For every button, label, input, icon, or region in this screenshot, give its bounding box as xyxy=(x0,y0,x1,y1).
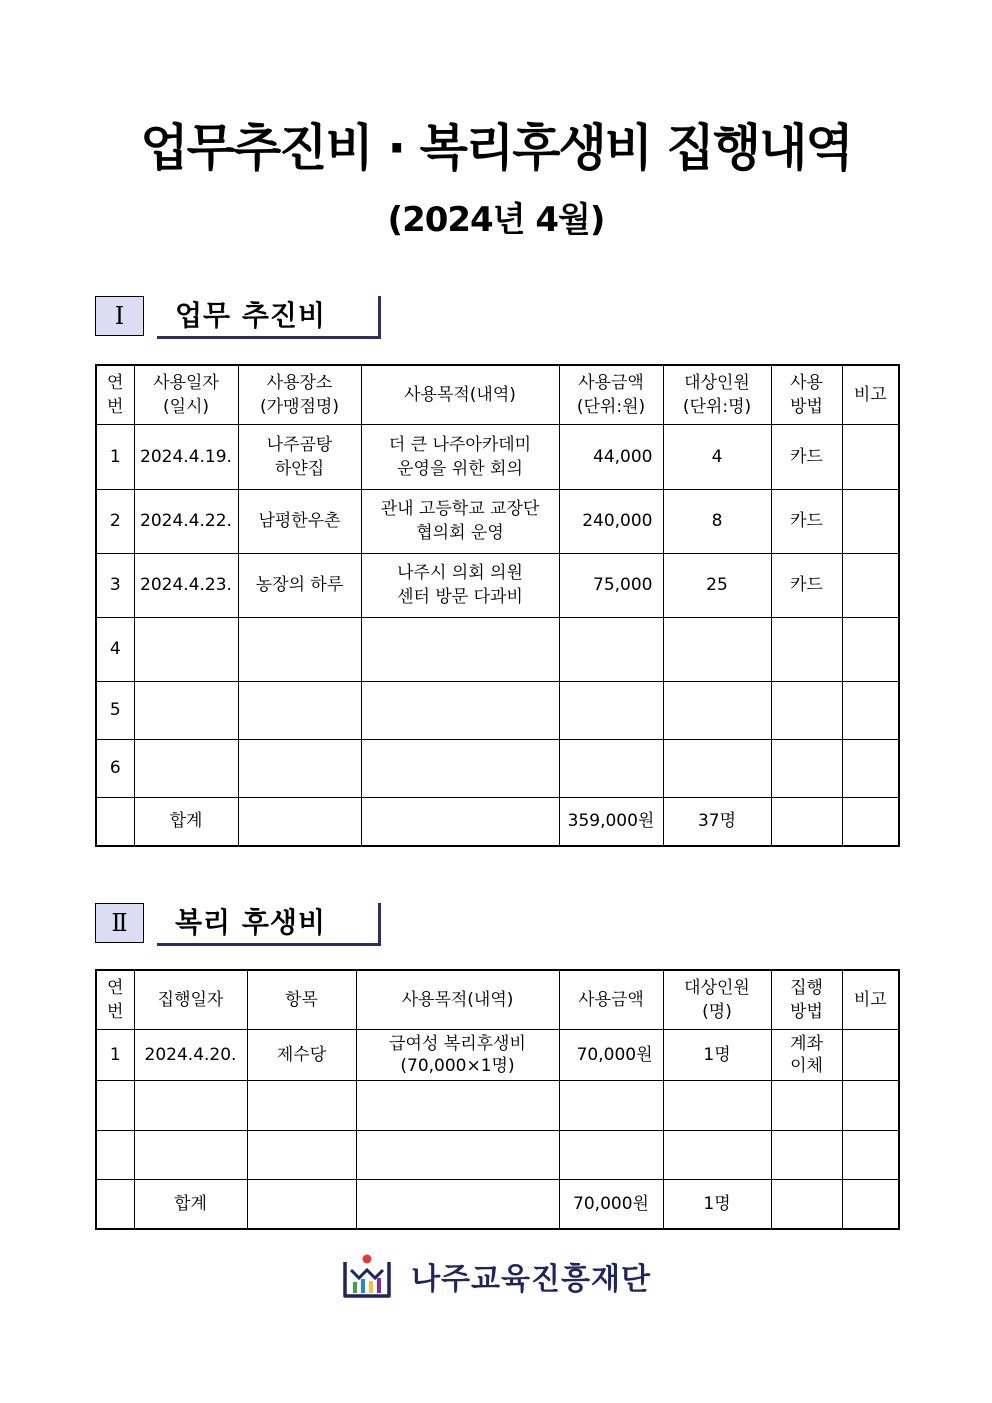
cell-method: 카드 xyxy=(771,489,842,553)
header-cell: 대상인원 (명) xyxy=(663,970,771,1029)
cell-people xyxy=(663,681,771,739)
cell-method: 카드 xyxy=(771,424,842,489)
total-amount: 359,000원 xyxy=(559,797,663,846)
cell-no: 3 xyxy=(96,553,134,617)
cell-amount xyxy=(559,1130,663,1179)
total-people: 37명 xyxy=(663,797,771,846)
organization-name: 나주교육진흥재단 xyxy=(411,1262,651,1297)
total-people: 1명 xyxy=(663,1179,771,1229)
table-header-row xyxy=(96,365,899,424)
cell-no: 5 xyxy=(96,681,134,739)
header-cell: 사용금액 (단위:원) xyxy=(559,365,663,424)
table-row xyxy=(96,739,899,797)
cell-note xyxy=(842,617,899,681)
header-cell: 집행 방법 xyxy=(771,970,842,1029)
cell-note xyxy=(842,489,899,553)
cell-people: 8 xyxy=(663,489,771,553)
cell-amount xyxy=(559,617,663,681)
section-title: 복리 후생비 xyxy=(157,903,381,946)
cell-amount: 75,000 xyxy=(559,553,663,617)
cell-amount xyxy=(559,681,663,739)
welfare-expense-table xyxy=(95,969,900,1230)
cell-no xyxy=(96,1080,134,1130)
total-row xyxy=(96,797,899,846)
table-row xyxy=(96,424,899,489)
table-row xyxy=(96,617,899,681)
cell-note xyxy=(842,739,899,797)
cell-date: 2024.4.23. xyxy=(134,553,238,617)
cell-purpose xyxy=(361,739,559,797)
header-cell: 사용금액 xyxy=(559,970,663,1029)
cell-people: 4 xyxy=(663,424,771,489)
cell-method: 계좌 이체 xyxy=(771,1029,842,1080)
cell-no xyxy=(96,1130,134,1179)
table-row xyxy=(96,1130,899,1179)
cell-date: 2024.4.22. xyxy=(134,489,238,553)
cell-people: 1명 xyxy=(663,1029,771,1080)
header-cell: 비고 xyxy=(842,365,899,424)
cell-place: 남평한우촌 xyxy=(238,489,361,553)
cell-amount: 240,000 xyxy=(559,489,663,553)
header-cell: 연 번 xyxy=(96,970,134,1029)
cell-people xyxy=(663,1080,771,1130)
cell-purpose: 급여성 복리후생비 (70,000×1명) xyxy=(356,1029,559,1080)
cell-note xyxy=(842,1130,899,1179)
cell-method xyxy=(771,617,842,681)
cell-date xyxy=(134,617,238,681)
cell-amount: 70,000원 xyxy=(559,1029,663,1080)
header-cell: 사용목적(내역) xyxy=(361,365,559,424)
header-cell: 비고 xyxy=(842,970,899,1029)
header-cell: 항목 xyxy=(247,970,356,1029)
section-number: Ⅱ xyxy=(95,903,144,943)
cell-method xyxy=(771,1130,842,1179)
business-expense-table xyxy=(95,364,900,847)
table-row xyxy=(96,681,899,739)
cell-amount xyxy=(559,1080,663,1130)
cell-people xyxy=(663,739,771,797)
table-row xyxy=(96,553,899,617)
cell-purpose xyxy=(356,1080,559,1130)
cell-note xyxy=(842,1080,899,1130)
cell-purpose xyxy=(361,681,559,739)
header-cell: 집행일자 xyxy=(134,970,247,1029)
cell-no: 1 xyxy=(96,424,134,489)
cell-method xyxy=(771,1080,842,1130)
cell-no: 2 xyxy=(96,489,134,553)
header-cell: 사용장소 (가맹점명) xyxy=(238,365,361,424)
cell-method xyxy=(771,681,842,739)
header-cell: 사용일자 (일시) xyxy=(134,365,238,424)
cell-note xyxy=(842,1029,899,1080)
total-label: 합계 xyxy=(134,1179,247,1229)
table-row xyxy=(96,489,899,553)
header-cell: 사용 방법 xyxy=(771,365,842,424)
header-cell: 대상인원 (단위:명) xyxy=(663,365,771,424)
cell-date xyxy=(134,739,238,797)
total-amount: 70,000원 xyxy=(559,1179,663,1229)
cell-date xyxy=(134,1130,247,1179)
cell-place: 농장의 하루 xyxy=(238,553,361,617)
header-cell: 사용목적(내역) xyxy=(356,970,559,1029)
cell-method: 카드 xyxy=(771,553,842,617)
cell-date: 2024.4.19. xyxy=(134,424,238,489)
cell-place xyxy=(238,681,361,739)
cell-note xyxy=(842,424,899,489)
footer xyxy=(0,1252,992,1306)
cell-amount: 44,000 xyxy=(559,424,663,489)
cell-no: 1 xyxy=(96,1029,134,1080)
table-row xyxy=(96,1080,899,1130)
cell-item xyxy=(247,1080,356,1130)
cell-people: 25 xyxy=(663,553,771,617)
cell-place xyxy=(238,739,361,797)
cell-people xyxy=(663,617,771,681)
header-cell: 연 번 xyxy=(96,365,134,424)
cell-people xyxy=(663,1130,771,1179)
table-row xyxy=(96,1029,899,1080)
cell-method xyxy=(771,739,842,797)
cell-date xyxy=(134,1080,247,1130)
section-number: Ⅰ xyxy=(95,296,144,336)
cell-purpose xyxy=(356,1130,559,1179)
cell-place xyxy=(238,617,361,681)
cell-purpose xyxy=(361,617,559,681)
cell-purpose: 더 큰 나주아카데미 운영을 위한 회의 xyxy=(361,424,559,489)
foundation-logo-icon xyxy=(341,1252,393,1300)
cell-date: 2024.4.20. xyxy=(134,1029,247,1080)
cell-item xyxy=(247,1130,356,1179)
cell-amount xyxy=(559,739,663,797)
section-title: 업무 추진비 xyxy=(157,296,381,339)
total-label: 합계 xyxy=(134,797,238,846)
page-subtitle: (2024년 4월) xyxy=(387,200,605,240)
cell-place: 나주곰탕 하얀집 xyxy=(238,424,361,489)
cell-date xyxy=(134,681,238,739)
cell-purpose: 나주시 의회 의원 센터 방문 다과비 xyxy=(361,553,559,617)
cell-note xyxy=(842,681,899,739)
table-header-row xyxy=(96,970,899,1029)
page-title: 업무추진비 · 복리후생비 집행내역 xyxy=(140,119,852,177)
cell-item: 제수당 xyxy=(247,1029,356,1080)
total-row xyxy=(96,1179,899,1229)
cell-no: 4 xyxy=(96,617,134,681)
cell-note xyxy=(842,553,899,617)
cell-no: 6 xyxy=(96,739,134,797)
cell-purpose: 관내 고등학교 교장단 협의회 운영 xyxy=(361,489,559,553)
